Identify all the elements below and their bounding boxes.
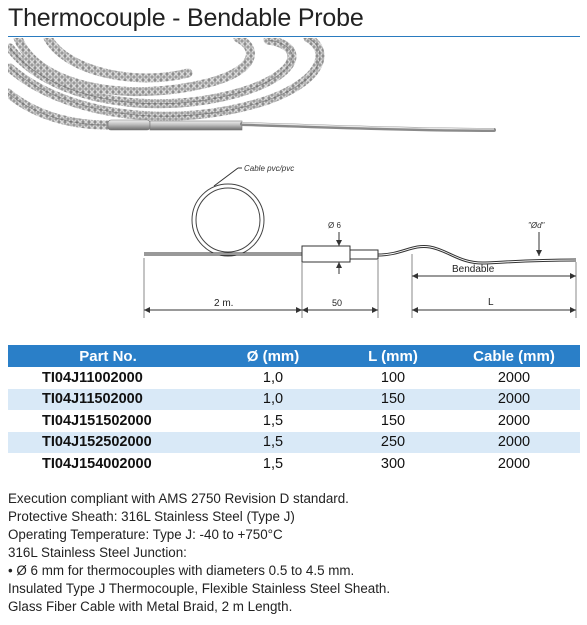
table-row [8, 410, 580, 432]
note-insulation: Insulated Type J Thermocouple, Flexible Stainless Steel Sheath. [8, 581, 391, 596]
sleeve-length-label: 50 [332, 298, 343, 308]
note-sheath: Protective Sheath: 316L Stainless Steel (Type J) [8, 509, 295, 524]
note-temperature: Operating Temperature: Type J: -40 to +750°C [8, 527, 283, 542]
part-number: TI04J154002000 [42, 455, 152, 472]
page-title: Thermocouple - Bendable Probe [8, 4, 364, 32]
diameter-cell: 1,0 [208, 389, 338, 411]
dimension-diagram [130, 150, 580, 320]
header-part-no: Part No. [8, 345, 208, 367]
part-number: TI04J152502000 [8, 432, 208, 454]
parts-table [8, 345, 580, 475]
table-row [8, 453, 580, 475]
specification-notes [8, 490, 580, 616]
header-length: L (mm) [338, 345, 448, 367]
header-cable: Cable (mm) [448, 345, 580, 367]
table-row [8, 367, 580, 389]
diameter-cell: 1,5 [208, 432, 338, 454]
cable-cell: 2000 [497, 412, 531, 429]
cable-cell: 2000 [497, 369, 531, 386]
part-number: TI04J11002000 [42, 369, 143, 386]
length-cell: 100 [380, 369, 406, 386]
title-divider [8, 36, 580, 37]
diameter-cell: 1,0 [262, 369, 284, 386]
note-cable: Glass Fiber Cable with Metal Braid, 2 m Length. [8, 599, 293, 614]
part-number: TI04J151502000 [42, 412, 152, 429]
diameter-label: Ø 6 [328, 221, 341, 230]
table-header-row [8, 345, 580, 367]
tip-diameter-label: "Ød" [528, 221, 545, 230]
cable-cell: 2000 [448, 432, 580, 454]
part-number: TI04J11502000 [8, 389, 208, 411]
header-diameter: Ø (mm) [208, 345, 338, 367]
cable-length-label: 2 m. [214, 298, 234, 309]
table-row [8, 389, 580, 411]
cable-cell: 2000 [448, 389, 580, 411]
probe-length-label: L [488, 297, 494, 308]
length-cell: 150 [338, 389, 448, 411]
note-standard: Execution compliant with AMS 2750 Revision D standard. [8, 491, 349, 506]
length-cell: 250 [338, 432, 448, 454]
diameter-cell: 1,5 [262, 412, 284, 429]
note-junction: 316L Stainless Steel Junction: [8, 545, 187, 560]
length-cell: 300 [380, 455, 406, 472]
length-cell: 150 [380, 412, 406, 429]
cable-cell: 2000 [497, 455, 531, 472]
table-row [8, 432, 580, 454]
diameter-cell: 1,5 [262, 455, 284, 472]
bendable-label: Bendable [452, 264, 495, 275]
product-photo [8, 38, 508, 148]
note-junction-bullet: • Ø 6 mm for thermocouples with diameters 0.5 to 4.5 mm. [8, 563, 355, 578]
cable-label: Cable pvc/pvc [244, 164, 295, 173]
